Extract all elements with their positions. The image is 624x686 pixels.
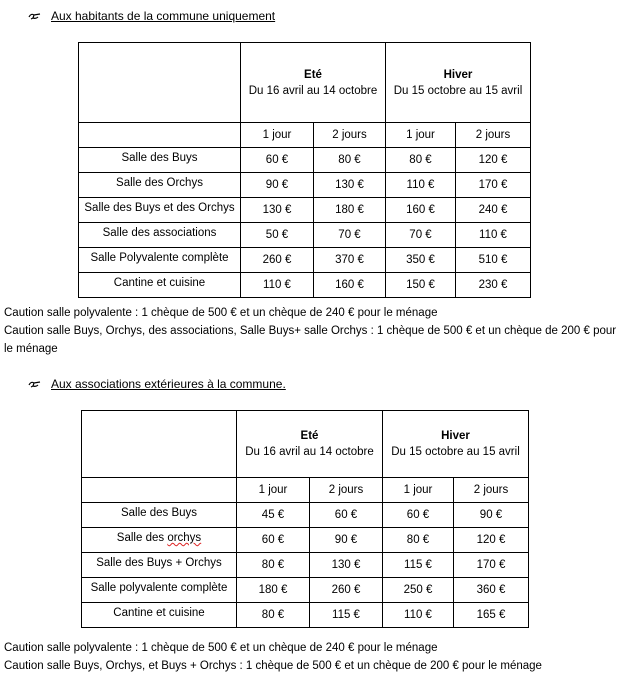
price-cell: 80 € — [237, 603, 310, 628]
summer-dates: Du 16 avril au 14 octobre — [248, 84, 378, 97]
price-cell: 170 € — [456, 173, 531, 198]
row-label: Salle des associations — [79, 223, 241, 248]
price-cell: 90 € — [241, 173, 314, 198]
summer-dates: Du 16 avril au 14 octobre — [245, 446, 374, 458]
col-header: 1 jour — [241, 123, 314, 148]
price-cell: 80 € — [386, 148, 456, 173]
price-cell: 510 € — [456, 248, 531, 273]
col-header: 1 jour — [383, 478, 454, 503]
price-cell: 110 € — [386, 173, 456, 198]
table-row — [79, 148, 531, 173]
price-cell: 170 € — [454, 553, 529, 578]
row-label-misspelled-word: orchys — [167, 532, 202, 544]
price-cell: 110 € — [383, 603, 454, 628]
price-cell: 90 € — [454, 503, 529, 528]
row-label: Cantine et cuisine — [79, 273, 241, 298]
price-cell: 130 € — [241, 198, 314, 223]
price-cell: 260 € — [241, 248, 314, 273]
hand-bullet-icon — [28, 11, 42, 21]
row-label: Salle des Buys + Orchys — [82, 553, 237, 578]
row-label — [82, 528, 237, 553]
pricing-table-external — [81, 410, 529, 628]
deposit-note: Caution salle polyvalente : 1 chèque de 500 € et un chèque de 240 € pour le ménage — [4, 642, 438, 654]
price-cell: 115 € — [383, 553, 454, 578]
price-cell: 180 € — [237, 578, 310, 603]
summer-header — [241, 43, 386, 123]
corner-cell — [79, 43, 241, 123]
price-cell: 115 € — [310, 603, 383, 628]
winter-dates: Du 15 octobre au 15 avril — [391, 446, 520, 458]
col-header: 2 jours — [310, 478, 383, 503]
price-cell: 160 € — [314, 273, 386, 298]
summer-name: Eté — [300, 430, 319, 442]
price-cell: 60 € — [241, 148, 314, 173]
row-label: Salle Polyvalente complète — [79, 248, 241, 273]
section2-heading-text: Aux associations extérieures à la commune. — [51, 377, 286, 391]
price-cell: 70 € — [314, 223, 386, 248]
corner-cell — [82, 411, 237, 478]
price-cell: 130 € — [310, 553, 383, 578]
winter-header — [386, 43, 531, 123]
price-cell: 350 € — [386, 248, 456, 273]
price-cell: 90 € — [310, 528, 383, 553]
row-label: Salle des Buys et des Orchys — [79, 198, 241, 223]
summer-name: Eté — [304, 68, 322, 81]
duration-label-cell — [82, 478, 237, 503]
price-cell: 130 € — [314, 173, 386, 198]
col-header: 1 jour — [237, 478, 310, 503]
table-row — [79, 248, 531, 273]
price-cell: 260 € — [310, 578, 383, 603]
row-label-prefix: Salle des — [116, 532, 168, 544]
row-label: Salle des Buys — [82, 503, 237, 528]
table-row — [79, 198, 531, 223]
price-cell: 70 € — [386, 223, 456, 248]
price-cell: 45 € — [237, 503, 310, 528]
table-row — [79, 223, 531, 248]
row-label: Salle polyvalente complète — [82, 578, 237, 603]
deposit-note: Caution salle polyvalente : 1 chèque de 500 € et un chèque de 240 € pour le ménage — [4, 307, 438, 319]
col-header: 2 jours — [314, 123, 386, 148]
col-header: 2 jours — [456, 123, 531, 148]
table-row — [79, 173, 531, 198]
price-cell: 370 € — [314, 248, 386, 273]
price-cell: 60 € — [383, 503, 454, 528]
price-cell: 80 € — [314, 148, 386, 173]
price-cell: 240 € — [456, 198, 531, 223]
section1-heading-text: Aux habitants de la commune uniquement — [51, 9, 276, 23]
row-label: Salle des Orchys — [79, 173, 241, 198]
table-row — [82, 528, 529, 553]
winter-header — [383, 411, 529, 478]
price-cell: 110 € — [456, 223, 531, 248]
pricing-table-residents — [78, 42, 531, 298]
price-cell: 110 € — [241, 273, 314, 298]
duration-label-cell — [79, 123, 241, 148]
price-cell: 180 € — [314, 198, 386, 223]
row-label: Cantine et cuisine — [82, 603, 237, 628]
price-cell: 60 € — [310, 503, 383, 528]
price-cell: 50 € — [241, 223, 314, 248]
price-cell: 165 € — [454, 603, 529, 628]
price-cell: 160 € — [386, 198, 456, 223]
deposit-note: Caution salle Buys, Orchys, des associations, Salle Buys+ salle Orchys : 1 chèque de 500 € et un chèque de 200 € pour le ménage — [4, 325, 617, 355]
section1-heading — [28, 9, 275, 23]
summer-header — [237, 411, 383, 478]
price-cell: 60 € — [237, 528, 310, 553]
row-label: Salle des Buys — [79, 148, 241, 173]
col-header: 1 jour — [386, 123, 456, 148]
col-header: 2 jours — [454, 478, 529, 503]
deposit-note: Caution salle Buys, Orchys, et Buys + Orchys : 1 chèque de 500 € et un chèque de 200 € pour le ménage — [4, 660, 542, 672]
table-row — [79, 273, 531, 298]
section2-heading — [28, 377, 286, 391]
table-row — [82, 603, 529, 628]
table-row — [82, 503, 529, 528]
table-row — [82, 553, 529, 578]
price-cell: 230 € — [456, 273, 531, 298]
price-cell: 250 € — [383, 578, 454, 603]
price-cell: 150 € — [386, 273, 456, 298]
price-cell: 80 € — [383, 528, 454, 553]
winter-name: Hiver — [441, 430, 470, 442]
hand-bullet-icon — [28, 379, 42, 389]
price-cell: 360 € — [454, 578, 529, 603]
table-row — [82, 578, 529, 603]
price-cell: 120 € — [454, 528, 529, 553]
price-cell: 120 € — [456, 148, 531, 173]
winter-dates: Du 15 octobre au 15 avril — [393, 84, 523, 97]
winter-name: Hiver — [443, 68, 473, 81]
price-cell: 80 € — [237, 553, 310, 578]
